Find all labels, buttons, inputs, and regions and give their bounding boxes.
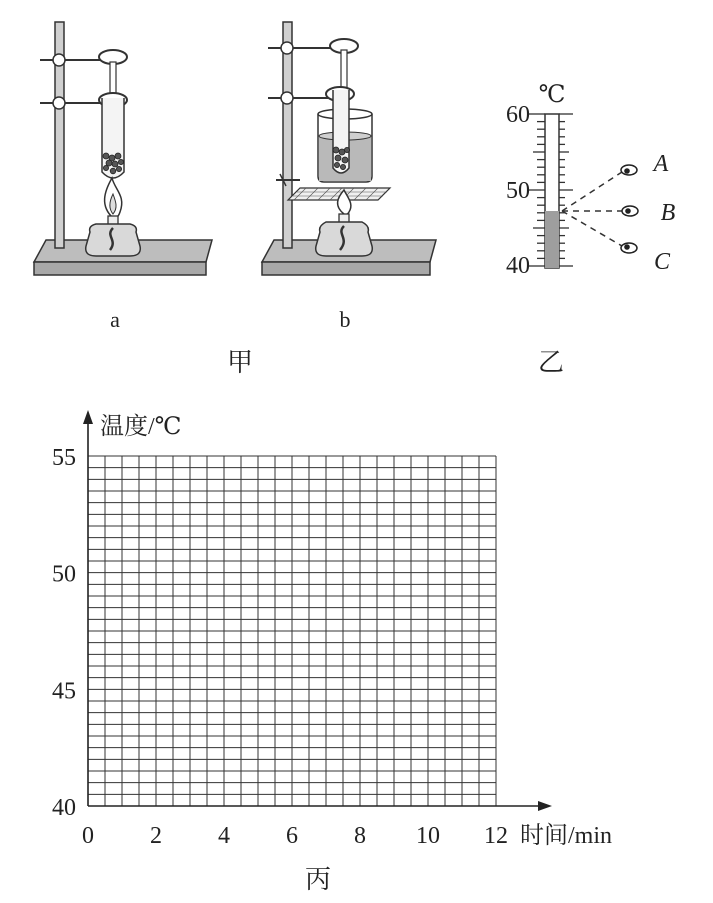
x-tick-label: 4 (218, 823, 230, 849)
eye-label-c: C (653, 249, 671, 275)
caption-yi: 乙 (537, 348, 565, 377)
graph-bing (52, 410, 612, 849)
x-tick-label: 6 (286, 823, 298, 849)
sight-line-a (562, 172, 622, 211)
label-a: a (110, 307, 120, 332)
y-tick-label: 55 (52, 445, 76, 471)
eye-icon-c (621, 243, 637, 253)
apparatus-b (262, 22, 436, 275)
y-tick-label: 45 (52, 678, 76, 705)
y-axis-label: 温度/℃ (100, 414, 182, 440)
eye-label-a: A (653, 151, 669, 177)
x-tick-label: 2 (150, 823, 162, 849)
scale-label-60: 60 (506, 102, 530, 128)
eye-label-b: B (660, 200, 676, 226)
liquid-column (545, 211, 559, 268)
thermometer-scale (506, 82, 676, 279)
label-b: b (339, 307, 351, 332)
x-tick-label: 10 (416, 823, 440, 849)
y-tick-label: 40 (52, 795, 76, 821)
scale-label-50: 50 (506, 178, 530, 204)
eye-icon-a (621, 165, 637, 175)
apparatus-a (34, 22, 212, 275)
x-axis-label: 时间/min (520, 823, 613, 849)
unit-label: ℃ (538, 82, 566, 108)
caption-bing: 丙 (304, 865, 332, 894)
x-tick-label: 12 (484, 823, 508, 849)
caption-jia: 甲 (226, 348, 254, 377)
solid-granules-a (103, 153, 124, 174)
x-axis-arrow (538, 801, 552, 811)
x-tick-label: 8 (354, 823, 366, 849)
scale-label-40: 40 (506, 253, 530, 279)
stand-rod-b (283, 22, 292, 248)
y-tick-label: 50 (52, 561, 76, 588)
eye-icon-b (622, 206, 638, 216)
y-axis-arrow (83, 410, 93, 424)
sight-line-c (562, 211, 622, 246)
x-tick-label: 0 (82, 823, 94, 849)
